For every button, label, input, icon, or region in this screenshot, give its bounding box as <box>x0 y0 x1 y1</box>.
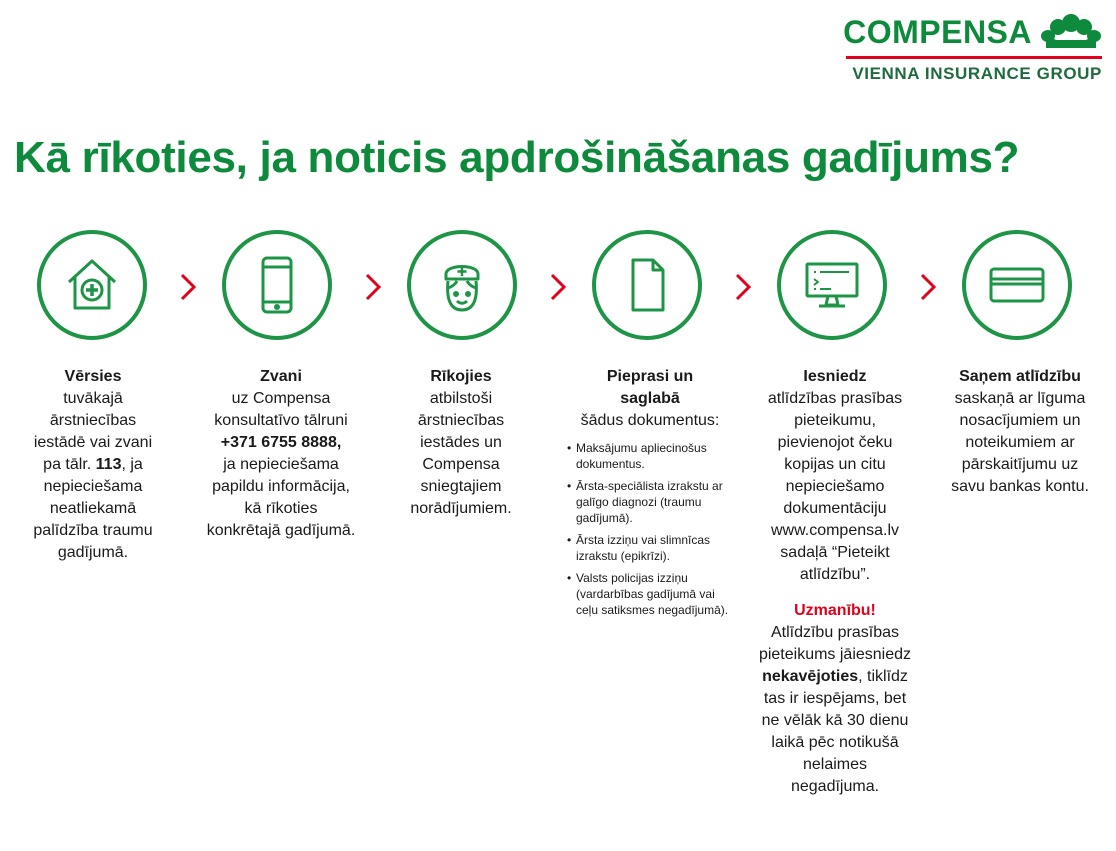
arrow-right-icon <box>548 272 568 302</box>
step-2-intro: uz Compensa konsultatīvo tālruni <box>214 390 348 429</box>
step-4-text <box>567 366 733 624</box>
emphasis-immediately: nekavējoties <box>762 668 859 685</box>
emergency-phone: 113 <box>95 456 122 473</box>
step-3-body: atbilstoši ārstniecības iestādes un Compensa sniegtajiem norādījumiem. <box>410 390 512 517</box>
step-5-warning-text <box>757 622 913 798</box>
compensa-logo <box>842 14 1102 84</box>
step-5-body: atlīdzības prasības pieteikumu, pievienojot čeku kopijas un citu nepieciešamo dokumentāciju www.compensa.lv sadaļā “Pieteikt atlīdzību”. <box>767 390 903 583</box>
step-1-body-text: tuvākajā ārstniecības iestādē vai zvani pa tālr. <box>33 390 153 473</box>
step-5-warning-text-start: Atlīdzību prasības pieteikums jāiesniedz <box>758 624 912 663</box>
step-3-circle <box>407 230 517 340</box>
warning-label: Uzmanību! <box>794 602 876 619</box>
document-item: • Ārsta-speciālista izrakstu ar galīgo diagnozi (traumu gadījumā). <box>567 478 733 526</box>
step-5-warning-text-end: , tiklīdz tas ir iespējams, bet ne vēlāk kā 30 dienu laikā pēc notikušā nelaimes negadījuma. <box>761 668 909 795</box>
step-5-circle <box>777 230 887 340</box>
step-6-circle <box>962 230 1072 340</box>
step-1-body-text-end: , ja nepieciešama neatliekamā palīdzība traumu gadījumā. <box>33 456 153 561</box>
mobile-phone-icon <box>247 252 307 318</box>
step-1-body <box>24 388 162 564</box>
step-4-heading: Pieprasi un saglabā <box>606 368 694 407</box>
consultation-phone: +371 6755 8888, <box>220 434 342 451</box>
step-5-text <box>757 366 913 798</box>
computer-monitor-icon <box>799 252 865 318</box>
step-6-body: saskaņā ar līguma nosacījumiem un noteikumiem ar pārskaitījumu uz savu bankas kontu. <box>951 390 1089 495</box>
step-2-heading: Zvani <box>260 368 302 385</box>
logo-group-name: VIENNA INSURANCE GROUP <box>852 64 1102 83</box>
logo-divider <box>846 56 1102 59</box>
step-2-text <box>206 366 356 542</box>
arrow-right-icon <box>733 272 753 302</box>
step-1-circle <box>37 230 147 340</box>
arrow-right-icon <box>363 272 383 302</box>
document-item: • Valsts policijas izziņu (vardarbības gadījumā vai ceļu satiksmes negadījumā). <box>567 570 733 618</box>
step-1-text <box>24 366 162 564</box>
logo-name: COMPENSA <box>843 14 1032 50</box>
step-3-heading: Rīkojies <box>430 368 492 385</box>
step-2-circle <box>222 230 332 340</box>
step-4-intro: šādus dokumentus: <box>580 412 720 429</box>
step-2-body: ja nepieciešama papildu informācija, kā rīkoties konkrētajā gadījumā. <box>206 456 356 539</box>
document-item: • Maksājumu apliecinošus dokumentus. <box>567 440 733 472</box>
hospital-house-icon <box>59 252 125 318</box>
nurse-icon <box>429 252 495 318</box>
step-4-circle <box>592 230 702 340</box>
arrow-right-icon <box>178 272 198 302</box>
document-icon <box>617 252 677 318</box>
step-6-heading: Saņem atlīdzību <box>959 368 1081 385</box>
logo-leaf-icon <box>1040 14 1102 50</box>
step-3-text <box>394 366 528 520</box>
step-6-text <box>944 366 1096 498</box>
step-5-heading: Iesniedz <box>803 368 867 385</box>
documents-list <box>567 440 733 618</box>
bank-card-icon <box>984 252 1050 318</box>
arrow-right-icon <box>918 272 938 302</box>
step-1-heading: Vērsies <box>64 368 122 385</box>
document-item: • Ārsta izziņu vai slimnīcas izrakstu (epikrīzi). <box>567 532 733 564</box>
page-title: Kā rīkoties, ja noticis apdrošināšanas gadījums? <box>14 133 1020 182</box>
